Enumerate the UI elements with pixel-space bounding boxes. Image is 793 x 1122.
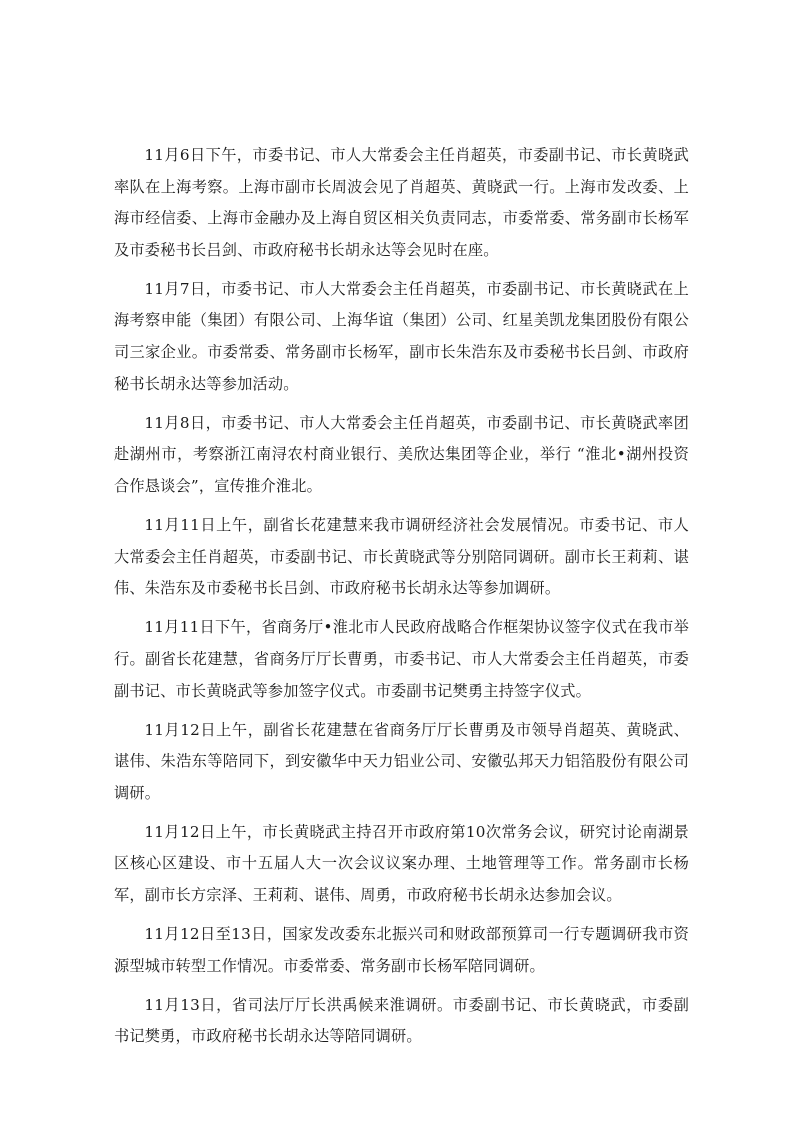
paragraph-2: 11月7日，市委书记、市人大常委会主任肖超英，市委副书记、市长黄晓武在上海考察申能（集团）有限公司、上海华谊（集团）公司、红星美凯龙集团股份有限公司三家企业。市委常委、常务副市长杨军，副市长朱浩东及市委秘书长吕剑、市政府秘书长胡永达等参加活动。 — [114, 279, 689, 393]
paragraph-4: 11月11日上午，副省长花建慧来我市调研经济社会发展情况。市委书记、市人大常委会主任肖超英，市委副书记、市长黄晓武等分别陪同调研。副市长王莉莉、谌伟、朱浩东及市委秘书长吕剑、市政府秘书长胡永达等参加调研。 — [114, 516, 689, 598]
paragraph-8: 11月12日至13日，国家发改委东北振兴司和财政部预算司一行专题调研我市资源型城市转型工作情况。市委常委、常务副市长杨军陪同调研。 — [114, 925, 689, 975]
paragraph-9: 11月13日，省司法厅厅长洪禹候来淮调研。市委副书记、市长黄晓武，市委副书记樊勇，市政府秘书长胡永达等陪同调研。 — [114, 995, 689, 1046]
document-body — [114, 140, 689, 1061]
paragraph-7: 11月12日上午，市长黄晓武主持召开市政府第10次常务会议，研究讨论南湖景区核心区建设、市十五届人大一次会议议案办理、土地管理等工作。常务副市长杨军，副市长方宗泽、王莉莉、谌伟、周勇，市政府秘书长胡永达参加会议。 — [114, 822, 689, 905]
paragraph-1: 11月6日下午，市委书记、市人大常委会主任肖超英，市委副书记、市长黄晓武率队在上海考察。上海市副市长周波会见了肖超英、黄晓武一行。上海市发改委、上海市经信委、上海市金融办及上海自贸区相关负责同志，市委常委、常务副市长杨军及市委秘书长吕剑、市政府秘书长胡永达等会见时在座。 — [114, 146, 689, 259]
paragraph-6: 11月12日上午，副省长花建慧在省商务厅厅长曹勇及市领导肖超英、黄晓武、谌伟、朱浩东等陪同下，到安徽华中天力铝业公司、安徽弘邦天力铝箔股份有限公司调研。 — [114, 720, 689, 802]
paragraph-5: 11月11日下午，省商务厅•淮北市人民政府战略合作框架协议签字仪式在我市举行。副省长花建慧，省商务厅厅长曹勇，市委书记、市人大常委会主任肖超英，市委副书记、市长黄晓武等参加签字仪式。市委副书记樊勇主持签字仪式。 — [114, 618, 689, 700]
paragraph-3: 11月8日，市委书记、市人大常委会主任肖超英，市委副书记、市长黄晓武率团赴湖州市，考察浙江南浔农村商业银行、美欣达集团等企业，举行 “淮北•湖州投资合作恳谈会”，宣传推介淮北。 — [114, 413, 689, 495]
